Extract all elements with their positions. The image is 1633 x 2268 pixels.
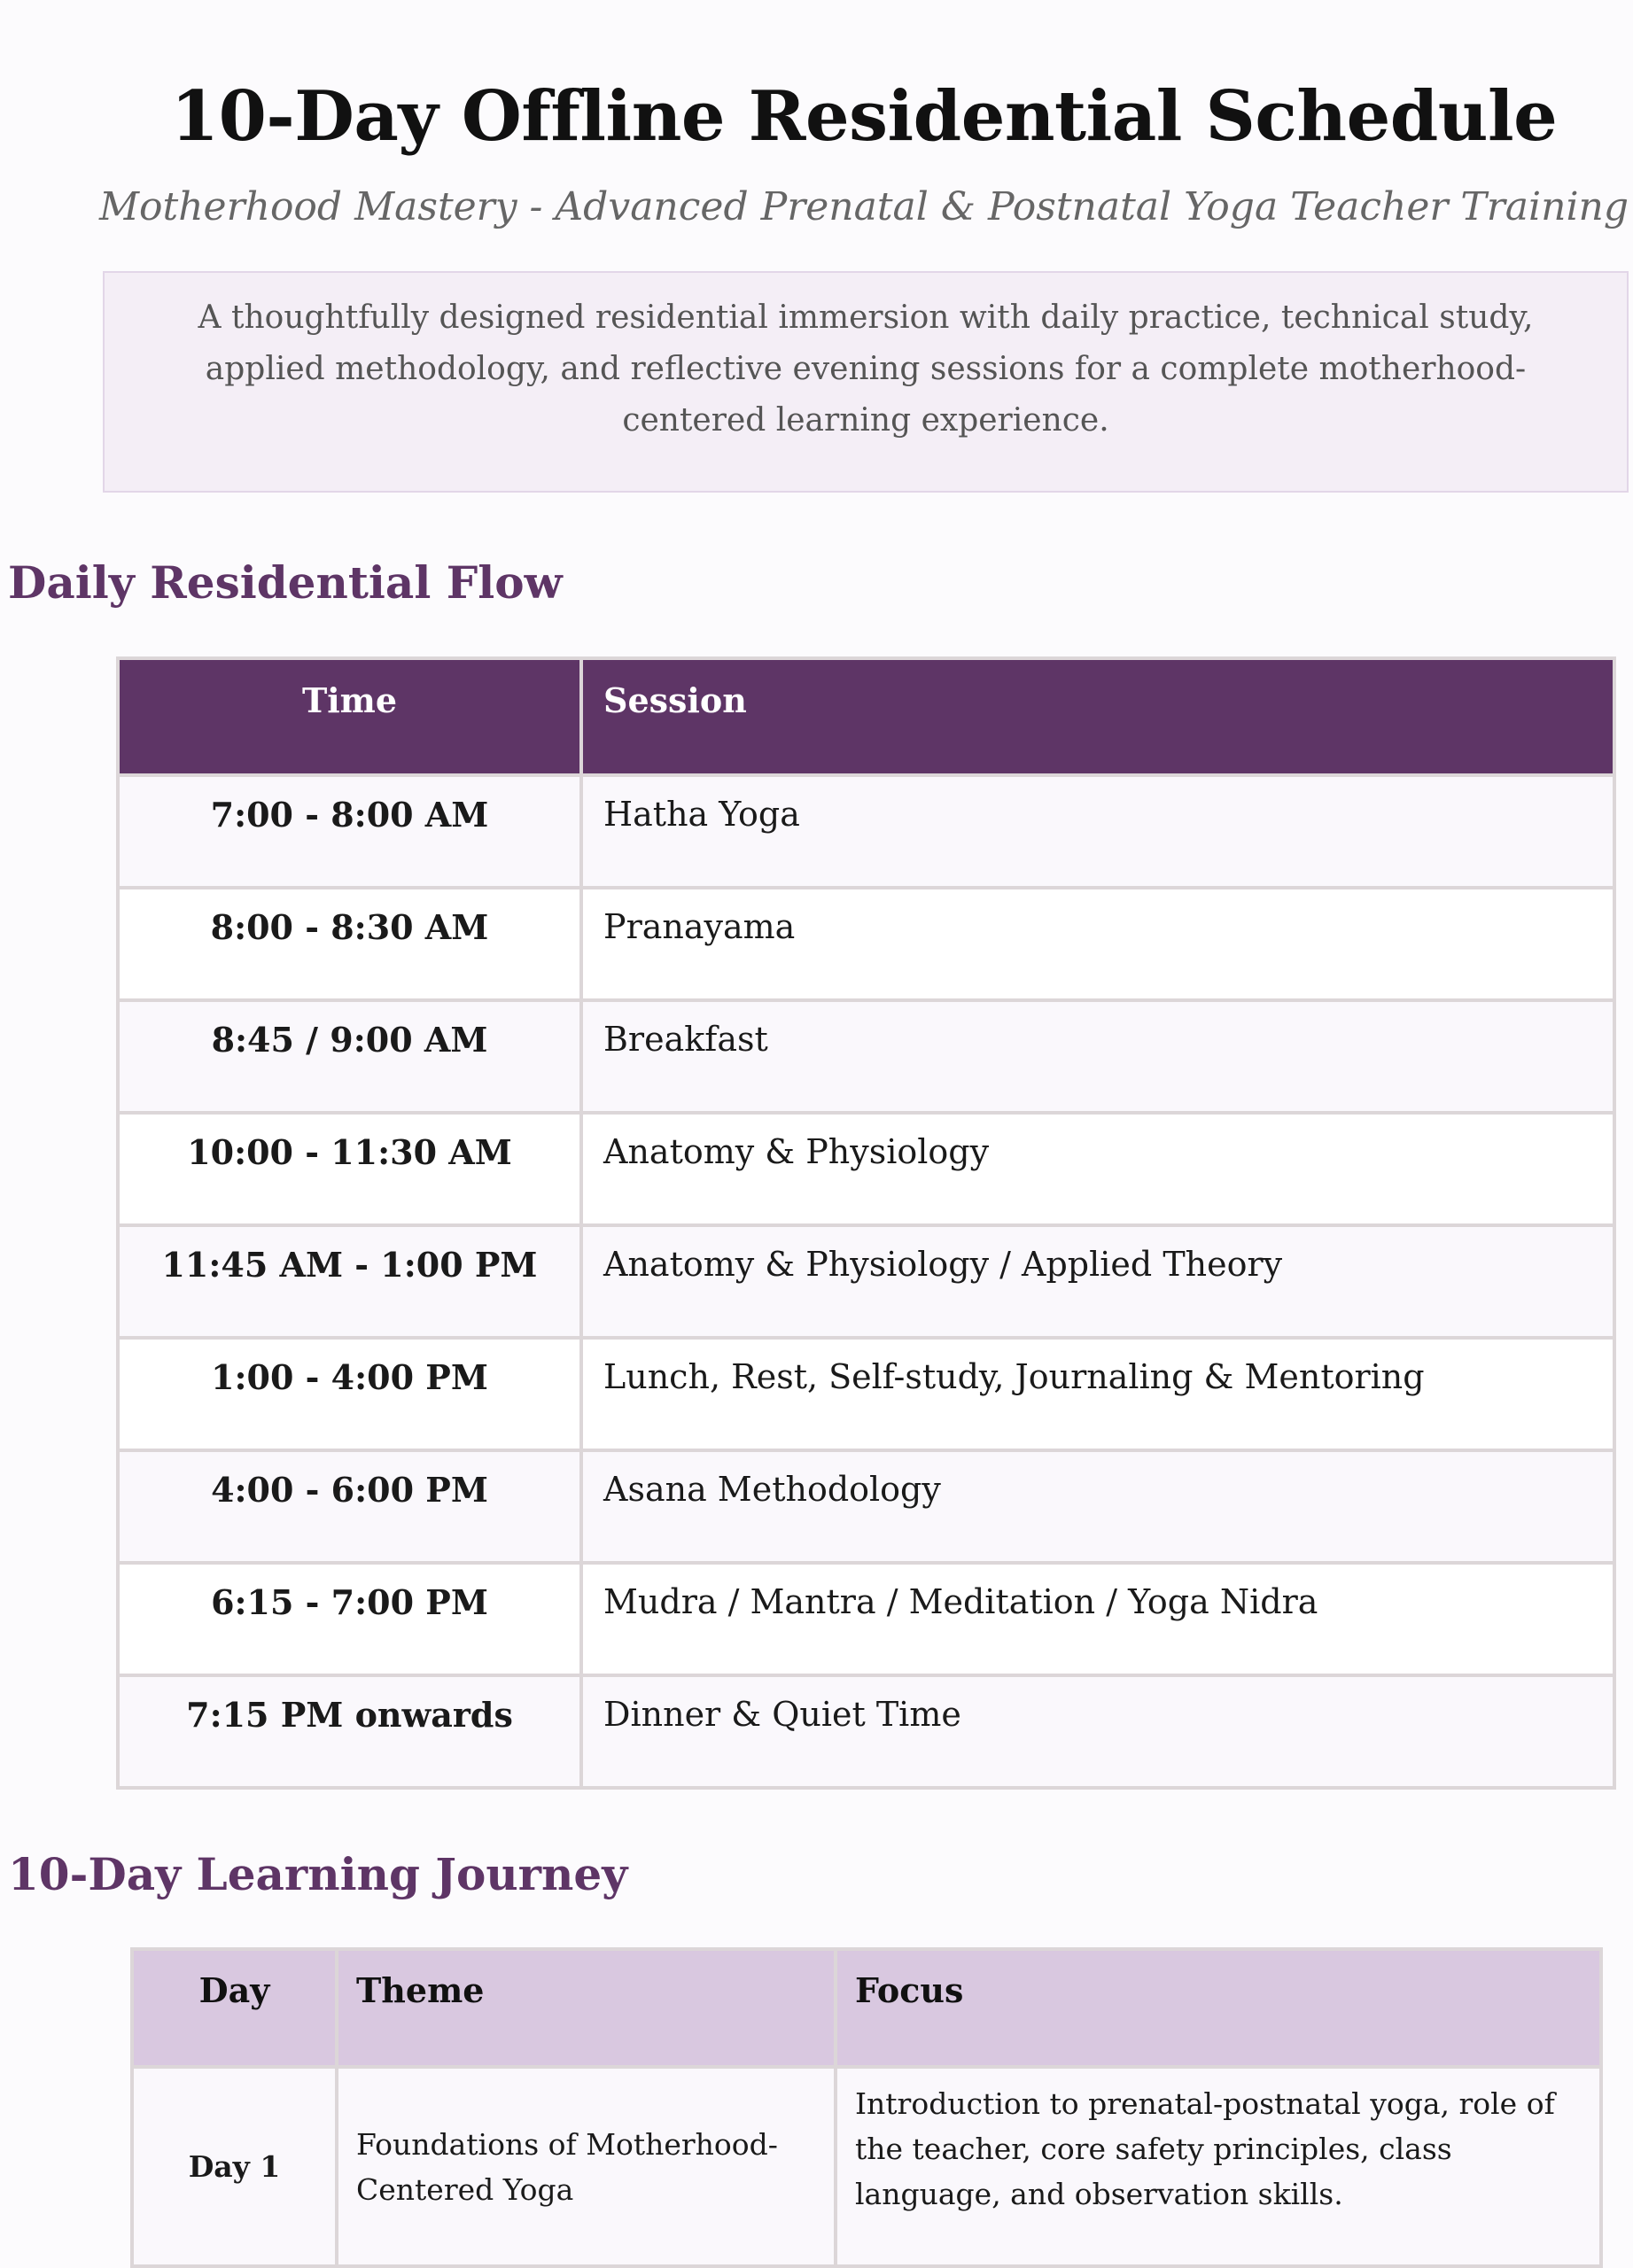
daily-flow-heading: Daily Residential Flow (8, 556, 563, 609)
theme-cell: Foundations of Motherhood-Centered Yoga (337, 2067, 836, 2266)
session-cell: Anatomy & Physiology (581, 1113, 1614, 1225)
page-subtitle: Motherhood Mastery - Advanced Prenatal & Postnatal Yoga Teacher Training (98, 184, 1629, 229)
time-cell: 6:15 - 7:00 PM (118, 1563, 581, 1675)
session-cell: Asana Methodology (581, 1450, 1614, 1563)
column-header-session: Session (581, 658, 1614, 775)
column-header-day: Day (132, 1949, 337, 2067)
session-cell: Breakfast (581, 1000, 1614, 1113)
learning-journey-heading: 10-Day Learning Journey (8, 1848, 628, 1900)
session-cell: Mudra / Mantra / Meditation / Yoga Nidra (581, 1563, 1614, 1675)
time-cell: 8:45 / 9:00 AM (118, 1000, 581, 1113)
table-row (118, 775, 1614, 888)
focus-cell: Introduction to prenatal-postnatal yoga, role of the teacher, core safety principles, class language, and observation skills. (836, 2067, 1601, 2266)
time-cell: 7:15 PM onwards (118, 1675, 581, 1788)
session-cell: Pranayama (581, 888, 1614, 1000)
table-row (118, 1225, 1614, 1338)
page-title: 10-Day Offline Residential Schedule (170, 76, 1558, 157)
time-cell: 4:00 - 6:00 PM (118, 1450, 581, 1563)
learning-journey-table (130, 1947, 1603, 2268)
session-cell: Anatomy & Physiology / Applied Theory (581, 1225, 1614, 1338)
column-header-theme: Theme (337, 1949, 836, 2067)
table-row (118, 1338, 1614, 1450)
table-row (118, 888, 1614, 1000)
table-row (118, 1000, 1614, 1113)
column-header-time: Time (118, 658, 581, 775)
session-cell: Dinner & Quiet Time (581, 1675, 1614, 1788)
table-header-row (118, 658, 1614, 775)
session-cell: Hatha Yoga (581, 775, 1614, 888)
table-row (132, 2067, 1601, 2266)
table-row (118, 1450, 1614, 1563)
table-row (118, 1113, 1614, 1225)
day-cell: Day 1 (132, 2067, 337, 2266)
time-cell: 1:00 - 4:00 PM (118, 1338, 581, 1450)
table-header-row (132, 1949, 1601, 2067)
daily-flow-table (116, 656, 1616, 1790)
session-cell: Lunch, Rest, Self-study, Journaling & Mentoring (581, 1338, 1614, 1450)
table-row (118, 1563, 1614, 1675)
time-cell: 10:00 - 11:30 AM (118, 1113, 581, 1225)
column-header-focus: Focus (836, 1949, 1601, 2067)
time-cell: 7:00 - 8:00 AM (118, 775, 581, 888)
intro-box: A thoughtfully designed residential immersion with daily practice, technical study, applied methodology, and reflective evening sessions for a complete motherhood-centered learning experience. (103, 271, 1629, 493)
table-row (118, 1675, 1614, 1788)
time-cell: 8:00 - 8:30 AM (118, 888, 581, 1000)
time-cell: 11:45 AM - 1:00 PM (118, 1225, 581, 1338)
